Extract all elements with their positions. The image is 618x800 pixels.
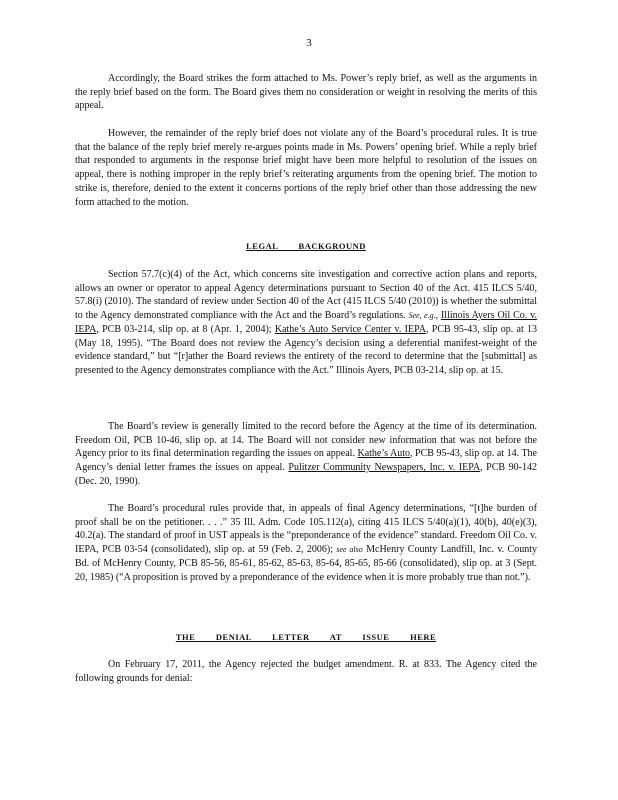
paragraph-text: The Board’s procedural rules provide that, in appeals of final Agency determinations, “[t]he burden of proof shall be on the petitioner. . . .” 35 Ill. Adm. Code 105.112(a), citing 415 ILCS 5/40(a)(1), 40(b), 40(e)(3), 40.2(a). The standard of proof in UST appeals is the “preponderance of the evidence” standard. Freedom Oil Co. v. IEPA, PCB 03-54 (consolidated), slip op. at 59 (Feb. 2, 2006); see also McHenry County Landfill, Inc. v. County Bd. of McHenry County, PCB 85-56, 85-61, 85-62, 85-63, 85-64, 85-65, 85-66 (consolidated), slip op. at 3 (Sept. 20, 1985) (“A proposition is proved by a preponderance of the evidence when it is more probably true than not.”). <box>75 503 537 583</box>
paragraph-burden-of-proof <box>75 502 537 584</box>
case-citation: Kathe’s Auto Service Center v. IEPA <box>274 323 426 335</box>
denial-letter-heading-block <box>75 632 537 642</box>
paragraph-standard-of-review <box>75 268 537 378</box>
paragraph-reply-brief <box>75 127 537 209</box>
paragraph-denial <box>75 658 537 685</box>
paragraph-record-review <box>75 420 537 489</box>
section-heading-denial-letter: THE DENIAL LETTER AT ISSUE HERE <box>175 632 437 642</box>
page-number: 3 <box>306 37 312 49</box>
paragraph-text: Accordingly, the Board strikes the form attached to Ms. Power’s reply brief, as well as the arguments in the reply brief based on the form. The Board gives them no consideration or weight in resolving the merits of this appeal. <box>75 73 537 112</box>
signal-see-eg: See, e.g. <box>408 311 436 321</box>
paragraph-text: The Board’s review is generally limited to the record before the Agency at the time of its determination. Freedom Oil, PCB 10-46, slip op. at 14. The Board will not consider new information that was not before the Agency prior to its final determination regarding the issues on appeal. Kathe’s Auto, PCB 95-43, slip op. at 14. The Agency’s denial letter frames the issues on appeal. Pulitzer Community Newspapers, Inc. v. IEPA, PCB 90-142 (Dec. 20, 1990). <box>75 421 537 487</box>
case-citation: Pulitzer Community Newspapers, Inc. v. IEPA <box>288 462 481 474</box>
case-citation: Illinois Ayers Oil Co. v. IEPA <box>75 310 538 335</box>
paragraph-text: Section 57.7(c)(4) of the Act, which concerns site investigation and corrective action plans and reports, allows an owner or operator to appeal Agency determinations pursuant to Section 40 of the Act. 415 ILCS 5/40, 57.8(i) (2010). The standard of review under Section 40 of the Act (415 ILCS 5/40 (2010)) is whether the submittal to the Agency demonstrated compliance with the Act and the Board’s regulations. See, e.g., Illinois Ayers Oil Co. v. IEPA, PCB 03-214, slip op. at 8 (Apr. 1, 2004); Kathe’s Auto Service Center v. IEPA, PCB 95-43, slip op. at 13 (May 18, 1995). “The Board does not review the Agency’s decision using a deferential manifest-weight of the evidence standard,” but “[r]ather the Board reviews the entirety of the record to determine that the [submittal] as presented to the Agency demonstrates compliance with the Act.” Illinois Ayers, PCB 03-214, slip op. at 15. <box>75 269 538 376</box>
paragraph-text: However, the remainder of the reply brief does not violate any of the Board’s procedural rules. It is true that the balance of the reply brief merely re-argues points made in Ms. Powers’ opening brief. While a reply brief that responded to arguments in the response brief might have been more helpful to resolution of the issues on appeal, there is nothing improper in the reply brief’s reiterating arguments from the opening brief. The motion to strike is, therefore, denied to the extent it concerns portions of the reply brief other than those addressing the new form attached to the motion. <box>75 128 537 208</box>
paragraph-strike-form <box>75 72 537 113</box>
legal-background-heading-block <box>75 241 537 251</box>
signal-see-also: see also <box>336 545 363 555</box>
section-heading-legal-background: LEGAL BACKGROUND <box>246 241 366 251</box>
paragraph-text: On February 17, 2011, the Agency rejected the budget amendment. R. at 833. The Agency cited the following grounds for denial: <box>75 659 537 684</box>
case-citation: Kathe’s Auto <box>357 448 411 460</box>
